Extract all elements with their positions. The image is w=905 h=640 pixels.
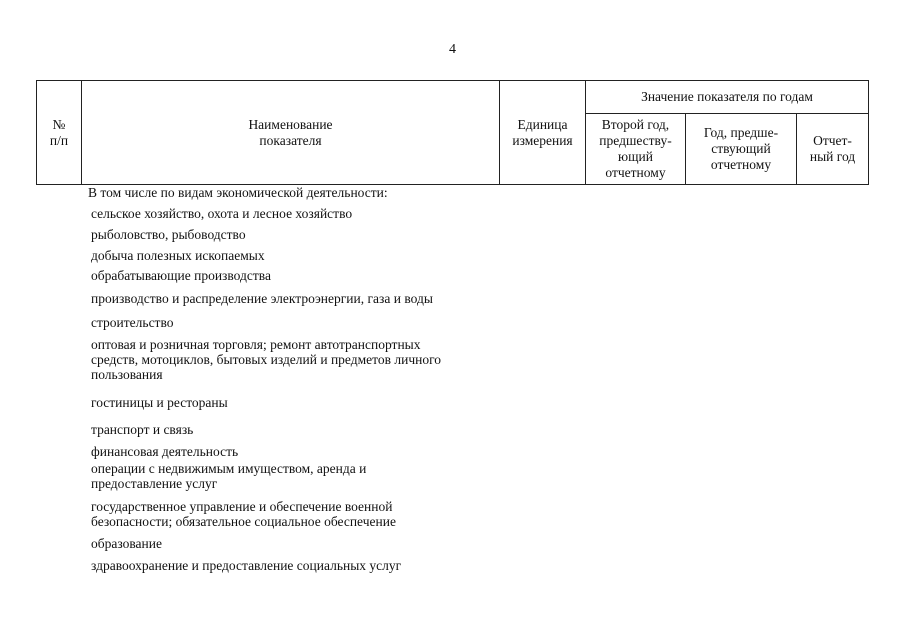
header-year-group-label: Значение показателя по годам (641, 89, 813, 104)
header-second-prior-year-label: Второй год, предшеству- ющий отчетному (599, 117, 672, 180)
table-row (91, 315, 511, 330)
row-label: строительство (91, 315, 174, 330)
table-row (91, 558, 511, 573)
table-row (91, 291, 511, 306)
row-label: операции с недвижимым имуществом, аренда и предоставление услуг (91, 461, 367, 491)
table-row (91, 248, 511, 263)
row-label: обрабатывающие производства (91, 268, 271, 283)
header-unit-label: Единица измерения (512, 116, 573, 148)
table-row (91, 536, 511, 551)
header-number-label: № п/п (49, 116, 69, 148)
row-label: государственное управление и обеспечение военной безопасности; обязательное социальное обеспечение (91, 499, 396, 529)
table-row (91, 444, 511, 459)
page-number: 4 (449, 42, 456, 57)
table-row (91, 461, 511, 491)
row-label: гостиницы и рестораны (91, 395, 228, 410)
table-row (88, 185, 508, 200)
header-cell-unit (500, 81, 586, 185)
indicator-table-header (36, 80, 869, 185)
row-label: транспорт и связь (91, 422, 194, 437)
header-cell-name (82, 81, 500, 185)
row-label: сельское хозяйство, охота и лесное хозяйство (91, 206, 353, 221)
row-label: оптовая и розничная торговля; ремонт автотранспортных средств, мотоциклов, бытовых изделий и предметов личного пользования (91, 337, 442, 382)
row-label: производство и распределение электроэнергии, газа и воды (91, 291, 433, 306)
header-cell-prior-year (686, 114, 797, 185)
table-row (91, 422, 511, 437)
table-row (91, 227, 511, 242)
header-cell-report-year (797, 114, 869, 185)
row-label: В том числе по видам экономической деятельности: (88, 185, 388, 200)
header-cell-number (37, 81, 82, 185)
table-row (91, 206, 511, 221)
header-report-year-label: Отчет- ный год (809, 133, 856, 164)
row-label: добыча полезных ископаемых (91, 248, 265, 263)
table-row (91, 395, 511, 410)
table-row (91, 337, 511, 382)
header-cell-second-prior-year (586, 114, 686, 185)
table-row (91, 499, 511, 529)
row-label: финансовая деятельность (91, 444, 239, 459)
row-label: здравоохранение и предоставление социальных услуг (91, 558, 402, 573)
header-name-label: Наименование показателя (248, 116, 333, 148)
header-cell-year-group (586, 81, 869, 114)
row-label: рыболовство, рыбоводство (91, 227, 246, 242)
table-row (91, 268, 511, 283)
header-prior-year-label: Год, предше- ствующий отчетному (703, 125, 779, 172)
row-label: образование (91, 536, 162, 551)
